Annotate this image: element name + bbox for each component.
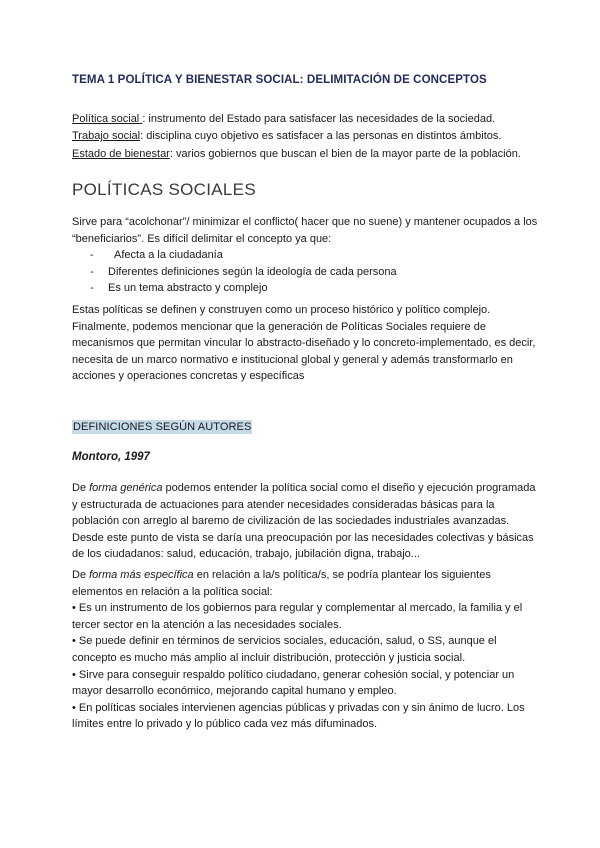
definition-item-politica-social bbox=[72, 111, 542, 128]
definition-term: Política social bbox=[72, 113, 143, 125]
paragraph-body: podemos entender la política social como el diseño y ejecución programada y estructurada de actuaciones para atender necesidades consideradas básicas para la población con arreglo al baremo de civilización de las sociedades industriales avanzadas. Desde este punto de vista se daría una preocupación por las necesidades colectivas y básicas de los ciudadanos: salud, educación, trabajo, jubilación digna, trabajo... bbox=[72, 482, 536, 561]
paragraph-lead: De bbox=[72, 482, 90, 494]
definition-list bbox=[72, 111, 542, 163]
list-item: • En políticas sociales intervienen agencias públicas y privadas con y sin ánimo de lucro. Los límites entre lo privado y lo público cada vez más difuminados. bbox=[72, 701, 525, 731]
list-item bbox=[90, 247, 530, 264]
bullet-dash: - bbox=[90, 282, 94, 294]
paragraph-body: en relación a la/s política/s, se podría plantear los siguientes elementos en relación a la política social: bbox=[72, 569, 491, 598]
bullet-list bbox=[90, 247, 530, 297]
definition-separator: : bbox=[140, 130, 144, 143]
definition-text: disciplina cuyo objetivo es satisfacer a las personas en distintos ámbitos. bbox=[143, 130, 502, 143]
definition-term: Trabajo social bbox=[72, 130, 141, 143]
specific-definition-block bbox=[72, 567, 542, 733]
bullet-dash: - bbox=[90, 249, 94, 261]
definition-item-trabajo-social bbox=[72, 128, 542, 145]
intro-paragraph: Sirve para “acolchonar”/ minimizar el conflicto( hacer que no suene) y mantener ocupados a los “beneficiarios”. Es difícil delimitar el concepto ya que: bbox=[72, 216, 538, 245]
definition-separator: : bbox=[142, 113, 146, 125]
definition-item-estado-bienestar bbox=[72, 146, 542, 163]
list-item bbox=[90, 280, 530, 297]
section-heading-politicas-sociales: POLÍTICAS SOCIALES bbox=[72, 180, 256, 199]
list-item-text: Afecta a la ciudadanía bbox=[114, 249, 223, 261]
list-item: • Sirve para conseguir respaldo político ciudadano, generar cohesión social, y potenciar un mayor desarrollo económico, mejorando capital humano y empleo. bbox=[72, 668, 515, 698]
list-item-text: Diferentes definiciones según la ideología de cada persona bbox=[108, 265, 397, 278]
paragraph-emphasis: forma más específica bbox=[89, 569, 194, 581]
paragraph-lead: De bbox=[72, 569, 90, 581]
closing-paragraph: Estas políticas se definen y construyen como un proceso histórico y político complejo. Finalmente, podemos mencionar que la generación de Políticas Sociales requiere de mecanismos que permitan vincular lo abstracto-diseñado y lo concreto-implementado, es decir, necesita de un marco normativo e institucional global y general y además transformarlo en acciones y operaciones concretas y específicas bbox=[72, 304, 536, 383]
definition-separator: : bbox=[169, 147, 173, 160]
generic-definition-paragraph bbox=[72, 480, 542, 563]
definition-term: Estado de bienestar bbox=[72, 147, 170, 160]
section-heading-definiciones: DEFINICIONES SEGÚN AUTORES bbox=[73, 421, 252, 433]
author-citation: Montoro, 1997 bbox=[72, 451, 150, 463]
specific-definition-intro bbox=[72, 567, 542, 600]
paragraph-emphasis: forma genérica bbox=[89, 482, 163, 494]
page-title: TEMA 1 POLÍTICA Y BIENESTAR SOCIAL: DELIMITACIÓN DE CONCEPTOS bbox=[72, 72, 487, 86]
definition-text: instrumento del Estado para satisfacer las necesidades de la sociedad. bbox=[145, 113, 496, 125]
bullet-dash: - bbox=[90, 265, 94, 278]
definition-text: varios gobiernos que buscan el bien de la mayor parte de la población. bbox=[172, 147, 521, 160]
list-item bbox=[90, 264, 530, 281]
list-item: • Se puede definir en términos de servicios sociales, educación, salud, o SS, aunque el concepto es mucho más amplio al incluir distribución, protección y justicia social. bbox=[72, 635, 497, 664]
list-item-text: Es un tema abstracto y complejo bbox=[108, 282, 268, 294]
list-item: • Es un instrumento de los gobiernos para regular y complementar al mercado, la familia y el tercer sector en la atención a las necesidades sociales. bbox=[72, 602, 523, 631]
